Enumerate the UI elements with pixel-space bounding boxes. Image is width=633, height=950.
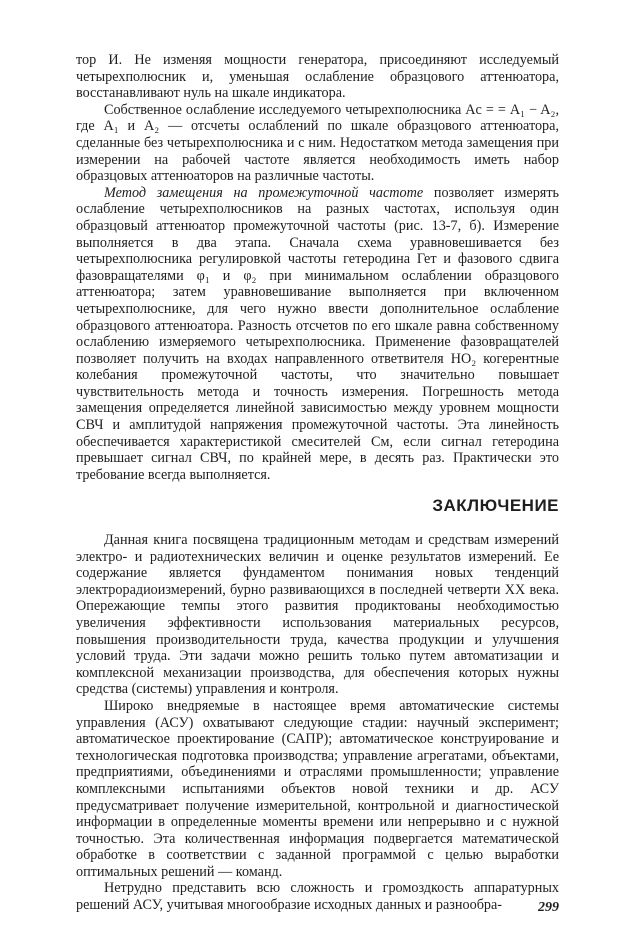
paragraph-own-attenuation: Собственное ослабление исследуемого четырехполюсника Aс = = A₁ − A₂, где A₁ и A₂ — отсчеты ослаблений по шкале образцового аттенюатора, сделанные без четырехполюсника и с ним. Недостатком метода замещения при измерении на рабочей частоте является необходимость иметь набор образцовых аттенюаторов на различные частоты. [76, 101, 559, 185]
method-term: Метод замещения на промежуточной частоте [104, 184, 424, 201]
measurement-text-block [76, 52, 559, 483]
page-number: 299 [538, 900, 559, 915]
method-description: позволяет измерять ослабление четырехполюсников на разных частотах, используя один образцовый аттенюатор промежуточной частоты (рис. 13-7, б). Измерение выполняется в два этапа. Сначала схема уравновешивается без четырехполюсника регулировкой частоты гетеродина Гет и фазового сдвига фазовращателями φ₁ и φ₂ при минимальном ослаблении образцового аттенюатора; затем уравновешивание выполняется при включенном четырехполюснике, для чего нужно ввести дополнительное ослабление образцового аттенюатора. Разность отсчетов по его шкале равна собственному ослаблению измеряемого четырехполюсника. Применение фазовращателей позволяет получить на входах направленного ответвителя НО₂ когерентные колебания промежуточной частоты, что значительно повышает чувствительность метода и точность измерения. Погрешность метода замещения определяется линейной зависимостью между уровнем мощности СВЧ и амплитудой напряжения промежуточной частоты. Эта линейность обеспечивается характеристикой смесителей См, если сигнал гетеродина превышает сигнал СВЧ, по крайней мере, в десять раз. Практически это требование всегда выполняется. [76, 184, 559, 483]
conclusion-paragraph-complexity: Нетрудно представить всю сложность и громоздкость аппаратурных решений АСУ, учитывая многообразие исходных данных и разнообра- [76, 880, 559, 914]
section-heading: ЗАКЛЮЧЕНИЕ [432, 496, 559, 515]
paragraph-if-substitution-method [76, 185, 559, 484]
paragraph-indicator-null: тор И. Не изменяя мощности генератора, присоединяют исследуемый четырехполюсник и, уменьшая ослабление образцового аттенюатора, восстанавливают нуль на шкале индикатора. [76, 52, 559, 102]
conclusion-paragraph-asu: Широко внедряемые в настоящее время автоматические системы управления (АСУ) охватывают следующие стадии: научный эксперимент; автоматическое проектирование (САПР); автоматическое конструирование и технологическая подготовка производства; управление агрегатами, объектами, предприятиями, объединениями и отраслями промышленности; управление комплексными испытаниями объектов новой техники и др. АСУ предусматривает получение измерительной, контрольной и диагностической информации в определенные моменты времени или непрерывно и с нужной точностью. Эта количественная информация подвергается математической обработке в соответствии с заданной программой с целью выработки оптимальных решений — команд. [76, 697, 559, 880]
conclusion-paragraph-intro: Данная книга посвящена традиционным методам и средствам измерений электро- и радиотехнических величин и оценке результатов измерений. Ее содержание является фундаментом понимания новых тенденций электрорадиоизмерений, бурно развивающихся в последней четверти XX века. Опережающие темпы этого развития продиктованы необходимостью увеличения эффективности использования материальных ресурсов, повышения производительности труда, качества продукции и улучшения условий труда. Эти задачи можно решить только путем автоматизации и комплексной механизации производства, для обеспечения которых нужны средства (системы) управления и контроля. [76, 532, 559, 698]
conclusion-text-block [76, 532, 559, 914]
